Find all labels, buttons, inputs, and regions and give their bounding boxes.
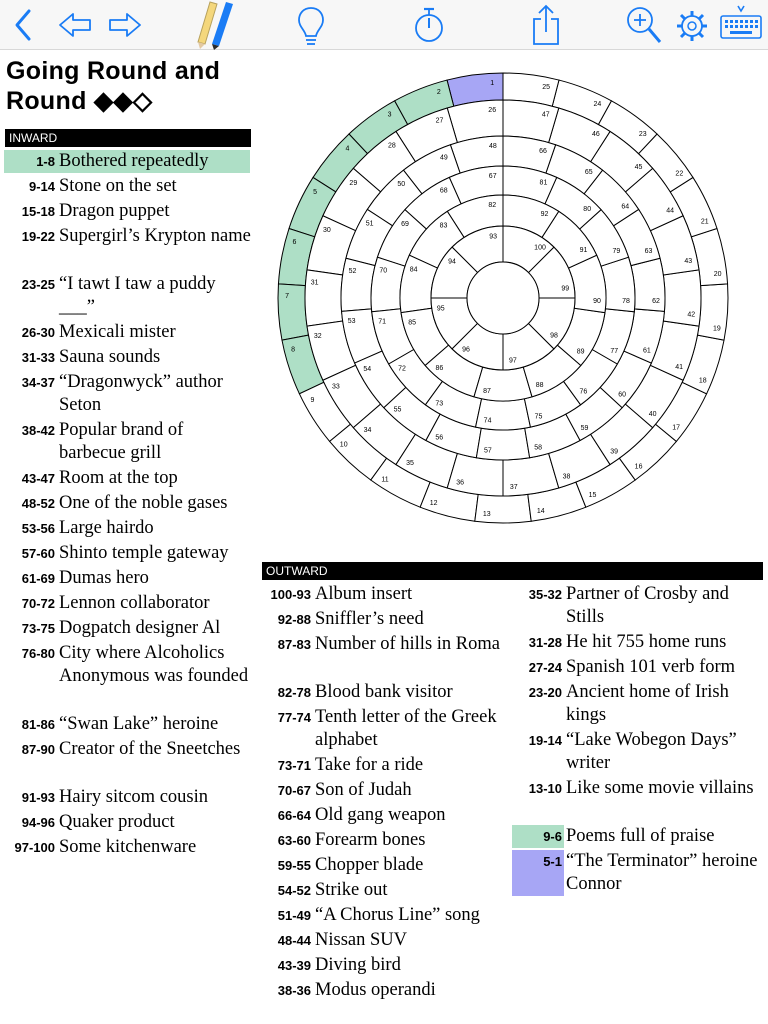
grid-cell-number: 87 — [483, 388, 491, 396]
clue-text: Large hairdo — [59, 518, 154, 538]
clue-text: Mexicali mister — [59, 322, 176, 342]
clue-text: Nissan SUV — [315, 930, 407, 950]
clue-number: 34-37 — [21, 375, 55, 390]
clue-text: Room at the top — [59, 468, 178, 488]
clue-item[interactable] — [512, 850, 764, 896]
clue-number: 48-52 — [21, 496, 55, 511]
clue-number: 35-32 — [528, 587, 562, 602]
clue-item[interactable] — [512, 825, 764, 848]
clue-item[interactable] — [262, 633, 510, 656]
grid-cell-number: 45 — [634, 163, 643, 171]
clue-number: 9-14 — [28, 179, 55, 194]
clue-item[interactable] — [4, 225, 252, 248]
clue-text: Dumas hero — [59, 568, 149, 588]
clue-number: 82-78 — [277, 685, 311, 700]
grid-cell-number: 35 — [406, 460, 414, 468]
clue-text: Old gang weapon — [315, 805, 446, 825]
clue-item[interactable] — [512, 631, 764, 654]
toolbar — [0, 0, 768, 50]
clue-text: “The Terminator” heroine Connor — [566, 851, 758, 894]
grid-cell-number: 49 — [439, 154, 448, 162]
grid-cell-number: 15 — [588, 492, 597, 500]
clue-text: Hairy sitcom cousin — [59, 787, 209, 807]
clue-text: One of the noble gases — [59, 493, 228, 513]
clue-item[interactable] — [4, 175, 252, 198]
grid-cell-number: 59 — [580, 424, 589, 432]
grid-cell-number: 76 — [579, 388, 588, 396]
settings-gear-icon[interactable] — [674, 2, 710, 48]
clue-text: Blood bank visitor — [315, 682, 453, 702]
grid-cell[interactable] — [476, 428, 529, 460]
grid-cell-number: 27 — [435, 117, 444, 125]
outward-header: OUTWARD — [262, 562, 763, 580]
clue-number: 19-22 — [21, 229, 55, 244]
grid-cell-number: 55 — [393, 406, 402, 414]
grid-cell-number: 91 — [579, 246, 588, 254]
grid-cell-number: 10 — [339, 441, 348, 449]
clue-number: 77-74 — [277, 710, 311, 725]
clue-item[interactable] — [262, 754, 510, 777]
clue-item[interactable] — [262, 681, 510, 704]
share-icon[interactable] — [530, 2, 562, 48]
clue-item[interactable] — [4, 738, 252, 761]
grid-cell-number: 67 — [488, 172, 497, 180]
grid-cell-number: 25 — [542, 83, 551, 91]
clue-number: 31-28 — [528, 635, 562, 650]
clue-item[interactable] — [512, 777, 764, 800]
clue-item[interactable] — [512, 729, 764, 775]
clue-text: Stone on the set — [59, 176, 177, 196]
grid-cell-number: 16 — [634, 463, 643, 471]
grid-cell-number: 26 — [488, 106, 497, 114]
clue-text: Strike out — [315, 880, 388, 900]
grid-cell-number: 33 — [331, 383, 340, 391]
grid-cell-number: 54 — [363, 366, 372, 374]
grid-cell-number: 21 — [700, 218, 709, 226]
grid-cell-number: 5 — [313, 189, 317, 197]
clue-number: 81-86 — [21, 717, 55, 732]
grid-cell[interactable] — [475, 494, 531, 523]
clue-number: 66-64 — [277, 808, 311, 823]
grid-cell-number: 18 — [698, 377, 707, 385]
clue-text: “Dragonwyck” author Seton — [59, 372, 223, 415]
grid-cell-number: 56 — [435, 434, 444, 442]
grid-cell-number: 95 — [436, 305, 445, 313]
clue-item[interactable] — [4, 617, 252, 640]
grid-cell-number: 98 — [550, 332, 558, 340]
grid-cell-number: 69 — [401, 221, 409, 229]
grid-cell-number: 41 — [675, 364, 684, 372]
grid-cell-number: 57 — [483, 447, 492, 455]
grid-cell-number: 97 — [508, 357, 517, 365]
clue-item[interactable] — [4, 273, 252, 319]
clue-text: Son of Judah — [315, 780, 412, 800]
clue-text: Bothered repeatedly — [59, 151, 209, 171]
clue-text: Lennon collaborator — [59, 593, 210, 613]
clue-item[interactable] — [262, 583, 510, 606]
clue-text: “I tawt I taw a puddy ___” — [59, 274, 216, 317]
clue-item[interactable] — [512, 656, 764, 679]
puzzle-title: Going Round and Round ◆◆◇ — [6, 57, 221, 115]
grid-cell-number: 84 — [409, 266, 418, 274]
clue-text: Dragon puppet — [59, 201, 170, 221]
clue-number: 38-36 — [277, 983, 311, 998]
grid-cell-number: 43 — [684, 257, 693, 265]
clue-number: 73-71 — [277, 758, 311, 773]
grid-cell-number: 7 — [285, 292, 289, 300]
grid-cell-number: 9 — [310, 397, 315, 405]
grid-cell-number: 34 — [363, 427, 372, 435]
clue-item[interactable] — [262, 954, 510, 977]
grid-cell-number: 32 — [313, 333, 322, 341]
keyboard-icon[interactable] — [718, 2, 764, 48]
clue-number: 92-88 — [277, 612, 311, 627]
clue-item[interactable] — [262, 854, 510, 877]
grid-cell[interactable] — [631, 258, 665, 311]
grid-cell-number: 61 — [642, 347, 651, 355]
next-clue-arrow-icon[interactable] — [104, 2, 144, 48]
clue-text: “Lake Wobegon Days” writer — [566, 730, 737, 773]
clue-text: Quaker product — [59, 812, 175, 832]
clue-text: Ancient home of Irish kings — [566, 682, 729, 725]
zoom-in-icon[interactable] — [624, 2, 664, 48]
grid-cell-number: 78 — [622, 298, 630, 306]
inward-header: INWARD — [5, 129, 251, 147]
grid-cell-number: 64 — [621, 203, 630, 211]
grid-cell-number: 51 — [365, 220, 374, 228]
clue-text: Tenth letter of the Greek alphabet — [315, 707, 497, 750]
previous-clue-arrow-icon[interactable] — [56, 2, 96, 48]
clue-number: 51-49 — [277, 908, 311, 923]
clue-number: 13-10 — [528, 781, 562, 796]
clue-text: Spanish 101 verb form — [566, 657, 736, 677]
clue-number: 70-67 — [277, 783, 311, 798]
clue-number: 48-44 — [277, 933, 311, 948]
clue-item[interactable] — [4, 150, 252, 173]
grid-cell-number: 85 — [408, 319, 416, 327]
grid-cell-number: 73 — [435, 400, 444, 408]
grid-cell-number: 74 — [483, 417, 492, 425]
grid-cell-number: 1 — [490, 79, 495, 87]
grid-cell-number: 72 — [398, 365, 406, 373]
grid-cell-number: 90 — [593, 298, 601, 306]
clue-item[interactable] — [4, 346, 252, 369]
grid-cell-number: 60 — [618, 391, 627, 399]
clue-item[interactable] — [262, 608, 510, 631]
clue-text: “Swan Lake” heroine — [59, 714, 219, 734]
clue-number: 59-55 — [277, 858, 311, 873]
grid-cell-number: 89 — [576, 348, 585, 356]
grid-cell-number: 4 — [345, 145, 350, 153]
grid-cell-number: 38 — [562, 473, 571, 481]
grid-cell-number: 17 — [672, 424, 681, 432]
clue-item[interactable] — [4, 419, 252, 465]
grid-cell[interactable] — [474, 367, 532, 401]
clue-text: Sauna sounds — [59, 347, 161, 367]
grid-cell-number: 66 — [539, 147, 547, 155]
clue-number: 38-42 — [21, 423, 55, 438]
grid-cell-number: 65 — [584, 168, 593, 176]
clue-text: Shinto temple gateway — [59, 543, 229, 563]
clue-text: Number of hills in Roma — [315, 634, 500, 654]
grid-cell-number: 14 — [536, 508, 545, 516]
grid-cell-number: 92 — [540, 211, 549, 219]
clue-item[interactable] — [262, 879, 510, 902]
grid-cell-number: 80 — [583, 205, 592, 213]
clue-number: 23-25 — [21, 277, 55, 292]
pencil-pen-icon[interactable] — [190, 0, 246, 50]
grid-cell-number: 11 — [381, 476, 389, 484]
grid-cell[interactable] — [476, 399, 531, 430]
timer-stopwatch-icon[interactable] — [412, 2, 446, 48]
clue-number: 97-100 — [14, 840, 55, 855]
clue-number: 1-8 — [36, 154, 55, 169]
grid-cell-number: 2 — [436, 89, 441, 97]
clue-text: He hit 755 home runs — [566, 632, 727, 652]
grid-cell-number: 12 — [429, 500, 438, 508]
clue-item[interactable] — [262, 779, 510, 802]
grid-cell-number: 3 — [387, 111, 392, 119]
clue-text: Creator of the Sneetches — [59, 739, 241, 759]
clue-number: 100-93 — [270, 587, 311, 602]
clue-number: 53-56 — [21, 521, 55, 536]
grid-cell-number: 100 — [534, 244, 546, 252]
grid-cell-number: 94 — [448, 258, 456, 266]
spiral-grid[interactable] — [260, 62, 730, 532]
grid-cell-number: 83 — [439, 222, 448, 230]
clue-number: 27-24 — [528, 660, 562, 675]
grid-cell-number: 81 — [539, 179, 548, 187]
clue-item[interactable] — [262, 904, 510, 927]
clue-number: 70-72 — [21, 596, 55, 611]
clue-item[interactable] — [4, 592, 252, 615]
grid-cell[interactable] — [663, 270, 701, 326]
grid-cell-number: 30 — [322, 226, 331, 234]
clue-item[interactable] — [512, 583, 764, 629]
grid-cell-number: 24 — [593, 101, 602, 109]
clue-item[interactable] — [262, 829, 510, 852]
clue-text: Diving bird — [315, 955, 401, 975]
grid-cell-number: 48 — [488, 142, 497, 150]
clue-number: 5-1 — [543, 854, 562, 869]
clue-item[interactable] — [262, 929, 510, 952]
clue-number: 91-93 — [21, 790, 55, 805]
grid-cell-number: 99 — [561, 285, 570, 293]
grid-center-circle — [467, 262, 539, 334]
clue-text: Album insert — [315, 584, 413, 604]
clue-text: Popular brand of barbecue grill — [59, 420, 184, 463]
clue-text: Modus operandi — [315, 980, 436, 1000]
grid-cell-number: 93 — [489, 233, 498, 241]
clue-text: Take for a ride — [315, 755, 424, 775]
clue-text: Like some movie villains — [566, 778, 754, 798]
clue-text: Sniffler’s need — [315, 609, 424, 629]
grid-cell-number: 23 — [638, 130, 647, 138]
clue-number: 31-33 — [21, 350, 55, 365]
grid-cell-number: 53 — [347, 318, 356, 326]
clue-text: Partner of Crosby and Stills — [566, 584, 729, 627]
clue-item[interactable] — [262, 706, 510, 752]
grid-cell-number: 58 — [534, 444, 543, 452]
grid-cell-number: 86 — [435, 364, 444, 372]
grid-cell-number: 6 — [292, 239, 297, 247]
clue-item[interactable] — [4, 517, 252, 540]
grid-cell-number: 46 — [592, 130, 600, 138]
clue-text: Poems full of praise — [566, 826, 715, 846]
grid-cell-number: 39 — [610, 448, 618, 456]
clue-item[interactable] — [4, 713, 252, 736]
clue-number: 87-83 — [277, 637, 311, 652]
back-chevron-icon[interactable] — [8, 2, 38, 48]
clue-number: 94-96 — [21, 815, 55, 830]
grid-cell[interactable] — [278, 284, 309, 340]
grid-cell-number: 63 — [644, 248, 653, 256]
clue-number: 19-14 — [528, 733, 562, 748]
clue-number: 9-6 — [543, 829, 562, 844]
grid-cell-number: 42 — [687, 311, 696, 319]
grid-cell-number: 31 — [310, 279, 319, 287]
clue-item[interactable] — [4, 371, 252, 417]
grid-cell-number: 75 — [534, 413, 543, 421]
clue-number: 57-60 — [21, 546, 55, 561]
clue-number: 43-39 — [277, 958, 311, 973]
clue-text: Forearm bones — [315, 830, 426, 850]
grid-cell-number: 50 — [397, 181, 406, 189]
clue-number: 87-90 — [21, 742, 55, 757]
clue-item[interactable] — [4, 811, 252, 834]
grid-cell-number: 62 — [652, 298, 660, 306]
grid-cell-number: 29 — [349, 180, 358, 188]
clue-number: 15-18 — [21, 204, 55, 219]
clue-item[interactable] — [4, 567, 252, 590]
grid-cell-number: 70 — [379, 267, 388, 275]
clue-text: Some kitchenware — [59, 837, 197, 857]
clue-item[interactable] — [512, 681, 764, 727]
clue-number: 76-80 — [21, 646, 55, 661]
grid-cell-number: 8 — [291, 346, 296, 354]
grid-cell-number: 96 — [462, 346, 470, 354]
clue-item[interactable] — [4, 321, 252, 344]
clue-item[interactable] — [4, 542, 252, 565]
grid-cell-number: 22 — [675, 170, 684, 178]
clue-number: 23-20 — [528, 685, 562, 700]
grid-cell-number: 36 — [456, 479, 465, 487]
grid-cell-number: 40 — [648, 410, 657, 418]
grid-cell-number: 44 — [666, 207, 675, 215]
grid-cell-number: 28 — [388, 142, 396, 150]
clue-number: 63-60 — [277, 833, 311, 848]
clue-text: City where Alcoholics Anonymous was founded — [59, 643, 249, 686]
clue-number: 61-69 — [21, 571, 55, 586]
clue-number: 43-47 — [21, 471, 55, 486]
clue-item[interactable] — [4, 836, 252, 859]
clue-text: Chopper blade — [315, 855, 424, 875]
grid-cell-number: 82 — [488, 202, 497, 210]
grid-cell-number: 88 — [535, 382, 544, 390]
clue-item[interactable] — [262, 804, 510, 827]
grid-cell-number: 47 — [541, 111, 550, 119]
grid-cell-number: 68 — [439, 187, 448, 195]
clue-item[interactable] — [262, 979, 510, 1002]
clue-text: Dogpatch designer Al — [59, 618, 221, 638]
clue-text: “A Chorus Line” song — [315, 905, 480, 925]
clue-item[interactable] — [4, 786, 252, 809]
grid-cell-number: 52 — [348, 267, 357, 275]
clue-item[interactable] — [4, 200, 252, 223]
clue-item[interactable] — [4, 467, 252, 490]
grid-cell-number: 13 — [482, 510, 491, 518]
grid-cell-number: 20 — [713, 271, 722, 279]
clue-number: 26-30 — [21, 325, 55, 340]
clue-item[interactable] — [4, 492, 252, 515]
grid-cell-number: 19 — [713, 325, 721, 333]
grid-cell[interactable] — [341, 258, 375, 311]
hint-lightbulb-icon[interactable] — [296, 2, 326, 48]
grid-cell-number: 71 — [378, 318, 387, 326]
grid-cell-number: 77 — [610, 347, 619, 355]
grid-cell[interactable] — [305, 270, 343, 326]
clue-item[interactable] — [4, 642, 252, 688]
clue-number: 54-52 — [277, 883, 311, 898]
clue-text: Supergirl’s Krypton name — [59, 226, 251, 246]
grid-cell-number: 37 — [509, 484, 518, 492]
clue-number: 73-75 — [21, 621, 55, 636]
grid-cell-number: 79 — [612, 247, 621, 255]
